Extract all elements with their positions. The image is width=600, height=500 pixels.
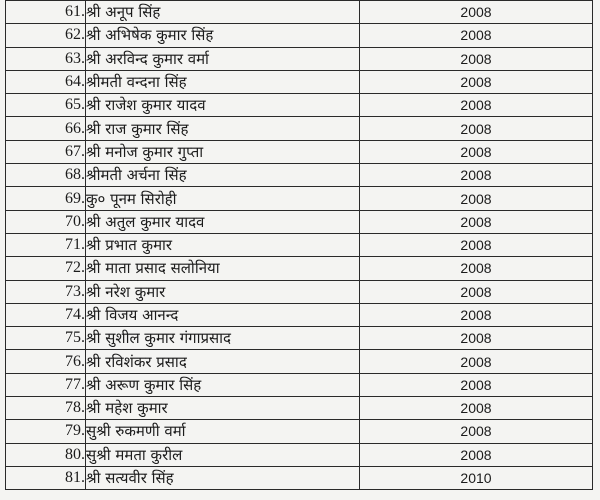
year-cell: 2008 [360, 257, 593, 280]
table-row [6, 1, 593, 24]
table-row [6, 443, 593, 466]
name-cell: श्री मनोज कुमार गुप्ता [86, 140, 360, 163]
name-cell: श्री अभिषेक कुमार सिंह [86, 24, 360, 47]
table-row [6, 233, 593, 256]
name-cell: कु० पूनम सिरोही [86, 187, 360, 210]
table-row [6, 24, 593, 47]
name-cell: श्री राजेश कुमार यादव [86, 94, 360, 117]
officer-list-table [5, 0, 593, 490]
table-row [6, 303, 593, 326]
serial-number-cell: 78. [6, 397, 86, 420]
year-cell: 2008 [360, 420, 593, 443]
serial-number-cell: 67. [6, 140, 86, 163]
serial-number-cell: 66. [6, 117, 86, 140]
table-row [6, 210, 593, 233]
year-cell: 2008 [360, 327, 593, 350]
name-cell: श्रीमती वन्दना सिंह [86, 70, 360, 93]
year-cell: 2008 [360, 140, 593, 163]
name-cell: श्री अरूण कुमार सिंह [86, 373, 360, 396]
table-row [6, 140, 593, 163]
name-cell: श्री प्रभात कुमार [86, 233, 360, 256]
table-row [6, 327, 593, 350]
name-cell: श्री सत्यवीर सिंह [86, 466, 360, 489]
table-row [6, 257, 593, 280]
name-cell: श्री अनूप सिंह [86, 1, 360, 24]
year-cell: 2008 [360, 94, 593, 117]
serial-number-cell: 72. [6, 257, 86, 280]
serial-number-cell: 73. [6, 280, 86, 303]
serial-number-cell: 77. [6, 373, 86, 396]
year-cell: 2008 [360, 117, 593, 140]
year-cell: 2008 [360, 350, 593, 373]
table-row [6, 420, 593, 443]
table-row [6, 70, 593, 93]
table-row [6, 466, 593, 489]
name-cell: श्री अतुल कुमार यादव [86, 210, 360, 233]
year-cell: 2008 [360, 47, 593, 70]
serial-number-cell: 69. [6, 187, 86, 210]
year-cell: 2008 [360, 210, 593, 233]
name-cell: श्री अरविन्द कुमार वर्मा [86, 47, 360, 70]
table-row [6, 187, 593, 210]
serial-number-cell: 75. [6, 327, 86, 350]
serial-number-cell: 65. [6, 94, 86, 117]
table-row [6, 397, 593, 420]
year-cell: 2008 [360, 70, 593, 93]
name-cell: श्रीमती अर्चना सिंह [86, 164, 360, 187]
year-cell: 2008 [360, 443, 593, 466]
serial-number-cell: 71. [6, 233, 86, 256]
serial-number-cell: 64. [6, 70, 86, 93]
name-cell: श्री रविशंकर प्रसाद [86, 350, 360, 373]
name-cell: श्री राज कुमार सिंह [86, 117, 360, 140]
serial-number-cell: 63. [6, 47, 86, 70]
year-cell: 2008 [360, 303, 593, 326]
year-cell: 2008 [360, 233, 593, 256]
serial-number-cell: 61. [6, 1, 86, 24]
year-cell: 2008 [360, 187, 593, 210]
table-row [6, 280, 593, 303]
name-cell: सुश्री रुकमणी वर्मा [86, 420, 360, 443]
year-cell: 2008 [360, 397, 593, 420]
table-row [6, 47, 593, 70]
table-row [6, 164, 593, 187]
serial-number-cell: 80. [6, 443, 86, 466]
name-cell: श्री नरेश कुमार [86, 280, 360, 303]
name-cell: श्री विजय आनन्द [86, 303, 360, 326]
year-cell: 2008 [360, 373, 593, 396]
name-cell: श्री माता प्रसाद सलोनिया [86, 257, 360, 280]
name-cell: श्री महेश कुमार [86, 397, 360, 420]
table-row [6, 373, 593, 396]
name-cell: सुश्री ममता कुरील [86, 443, 360, 466]
serial-number-cell: 76. [6, 350, 86, 373]
year-cell: 2010 [360, 466, 593, 489]
year-cell: 2008 [360, 1, 593, 24]
table-row [6, 94, 593, 117]
serial-number-cell: 68. [6, 164, 86, 187]
serial-number-cell: 62. [6, 24, 86, 47]
table-body [6, 1, 593, 490]
name-cell: श्री सुशील कुमार गंगाप्रसाद [86, 327, 360, 350]
serial-number-cell: 81. [6, 466, 86, 489]
table-row [6, 117, 593, 140]
serial-number-cell: 70. [6, 210, 86, 233]
serial-number-cell: 79. [6, 420, 86, 443]
serial-number-cell: 74. [6, 303, 86, 326]
year-cell: 2008 [360, 164, 593, 187]
year-cell: 2008 [360, 24, 593, 47]
table-row [6, 350, 593, 373]
year-cell: 2008 [360, 280, 593, 303]
